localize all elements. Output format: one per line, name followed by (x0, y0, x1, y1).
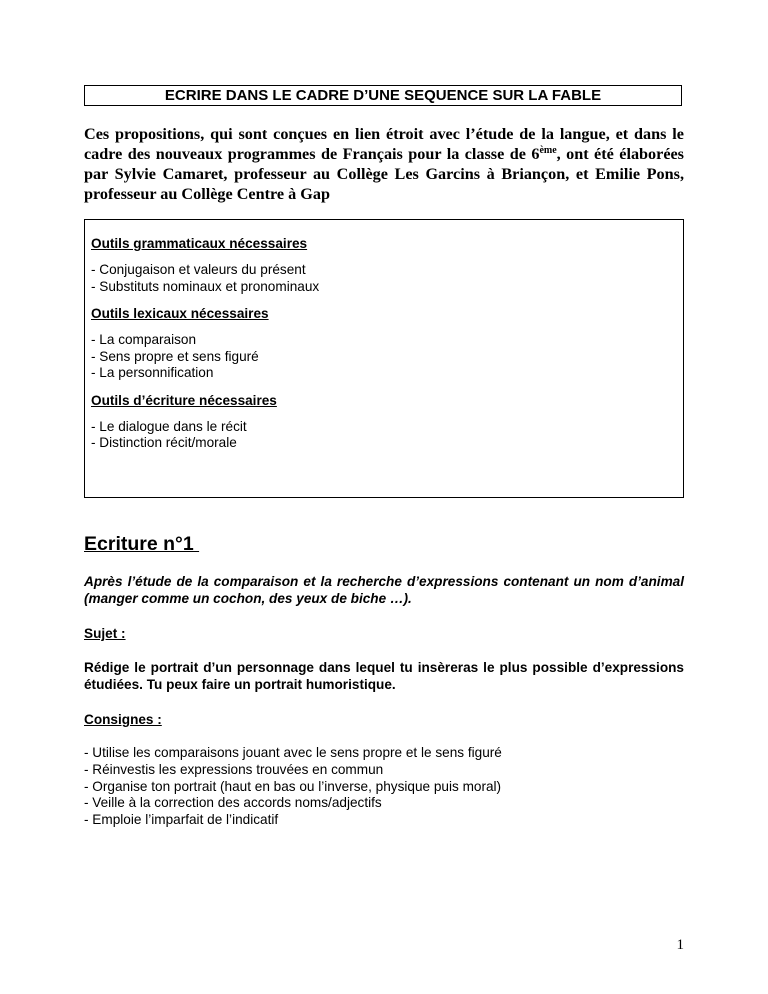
list-item: - Sens propre et sens figuré (91, 348, 259, 364)
sujet-label: Sujet : (84, 626, 126, 641)
list-item: - Conjugaison et valeurs du présent (91, 262, 306, 277)
tool-heading-writing: Outils d’écriture nécessaires (91, 392, 277, 408)
list-item: - Réinvestis les expressions trouvées en commun (84, 761, 384, 777)
intro-paragraph (84, 124, 684, 204)
intro-text-end: , ont été élaborées par Sylvie Camaret, professeur au Collège Les Garcins à Briançon, et Emilie Pons, professeur au Collège Centre à Gap (84, 145, 684, 203)
list-item: - Emploie l’imparfait de l’indicatif (84, 812, 279, 828)
document-title: ECRIRE DANS LE CADRE D’UNE SEQUENCE SUR LA FABLE (84, 85, 682, 106)
section-title-ecriture: Ecriture n°1 (84, 533, 200, 555)
intro-superscript: ème (539, 145, 557, 156)
consignes-label: Consignes : (84, 712, 162, 727)
tool-heading-lexical: Outils lexicaux nécessaires (91, 306, 269, 321)
list-item: - Distinction récit/morale (91, 435, 237, 450)
tool-heading-grammar: Outils grammaticaux nécessaires (91, 236, 308, 251)
tool-list-grammar (91, 262, 677, 295)
intro-text-start: Ces propositions, qui sont conçues en lien étroit avec l’étude de la langue, et dans le cadre des nouveaux programmes de Français pour la classe de 6 (84, 125, 684, 163)
ecriture-context: Après l’étude de la comparaison et la recherche d’expressions contenant un nom d’animal (manger comme un cochon, des yeux de biche …). (84, 574, 684, 606)
consignes-list (84, 745, 684, 829)
list-item: - Utilise les comparaisons jouant avec le sens propre et le sens figuré (84, 745, 502, 760)
required-tools-content (91, 236, 677, 463)
sujet-text: Rédige le portrait d’un personnage dans lequel tu insèreras le plus possible d’expressions étudiées. Tu peux faire un portrait humoristique. (84, 660, 684, 692)
required-tools-box (84, 219, 684, 498)
page-number: 1 (676, 937, 684, 953)
list-item: - Veille à la correction des accords noms/adjectifs (84, 795, 382, 811)
list-item: - La personnification (91, 365, 214, 380)
list-item: - Organise ton portrait (haut en bas ou l’inverse, physique puis moral) (84, 778, 502, 794)
list-item: - Le dialogue dans le récit (91, 418, 247, 434)
list-item: - Substituts nominaux et pronominaux (91, 278, 320, 294)
tool-list-lexical (91, 332, 677, 382)
list-item: - La comparaison (91, 332, 197, 347)
tool-list-writing (91, 419, 677, 452)
